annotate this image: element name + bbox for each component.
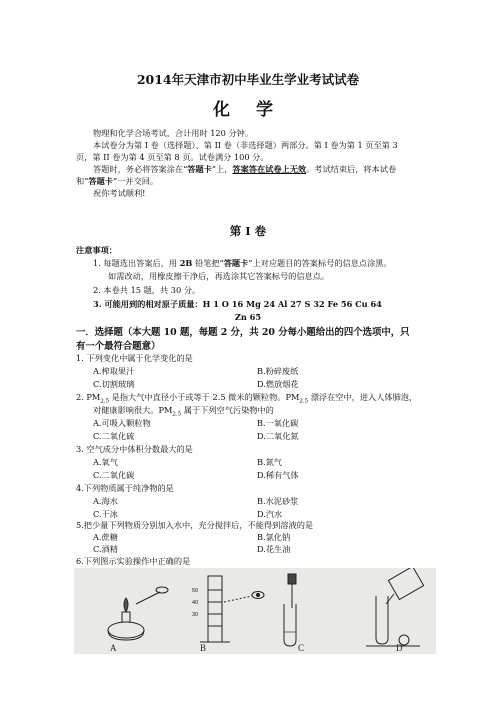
figure-d-pouring-liquid <box>366 568 424 646</box>
q3-option-a: A.氧气 <box>93 457 118 467</box>
q3-option-b: B.氮气 <box>257 457 282 467</box>
pm-subscript: 2.5 <box>100 398 110 405</box>
notice-1-line-2: 如需改动，用橡皮擦干净后，再选涂其它答案标号的信息点。 <box>108 271 330 281</box>
q1-stem: 1. 下列变化中属于化学变化的是 <box>76 353 193 363</box>
figure-label-c: C <box>298 643 305 653</box>
intro-line-6: 祝你考试顺利! <box>93 188 146 198</box>
q1-option-c: C.切割玻璃 <box>93 379 135 389</box>
q4-option-b: B.水泥砂浆 <box>257 496 299 506</box>
intro-text: 答题时，务必将答案涂在“ <box>93 164 188 174</box>
pencil-type: 2B <box>179 258 193 268</box>
answer-card-term: 答题卡 <box>187 164 212 174</box>
cylinder-tick-30: 30 <box>192 612 199 618</box>
figure-a-alcohol-lamp <box>108 587 168 640</box>
figure-c-dropper-test-tube <box>284 574 296 646</box>
intro-text: ”上， <box>211 164 233 174</box>
intro-line-4 <box>93 163 396 175</box>
q2-option-d: D.二氧化氮 <box>257 431 299 441</box>
intro-line-5 <box>76 175 158 187</box>
q5-option-d: D.花生油 <box>257 544 291 554</box>
q1-option-d: D.燃放烟花 <box>257 379 299 389</box>
q2-text: 漂浮在空中，进入人体肺泡， <box>308 392 418 402</box>
notice-1 <box>93 257 392 269</box>
q5-stem: 5.把少量下列物质分别加入水中，充分搅拌后，不能得到溶液的是 <box>76 520 314 530</box>
q3-option-d: D.稀有气体 <box>257 470 299 480</box>
figure-b-graduated-cylinder <box>200 576 264 642</box>
q1-option-b: B.粉碎废纸 <box>257 366 299 376</box>
pm-subscript: 2.5 <box>172 411 182 418</box>
notice-text: ”上对应题目的答案标号的信息点涂黑。 <box>248 258 392 268</box>
q5-option-a: A.蔗糖 <box>93 532 118 542</box>
intro-text: ”一并交回。 <box>112 176 159 186</box>
q4-option-d: D.汽水 <box>257 509 283 519</box>
notice-text: 1. 每题选出答案后，用 <box>93 258 180 268</box>
q4-stem: 4.下列物质属于纯净物的是 <box>76 483 174 493</box>
q3-option-c: C.二氧化碳 <box>93 470 135 480</box>
notice-title: 注意事项： <box>76 245 117 255</box>
notice-2: 2. 本卷共 15 题，共 30 分。 <box>93 285 201 295</box>
intro-line-1: 物理和化学合场考试，合计用时 120 分钟。 <box>93 128 254 138</box>
q2-option-a: A.可吸入颗粒物 <box>93 418 151 428</box>
intro-line-2: 本试卷分为第 I 卷（选择题）、第 II 卷（非选择题）两部分。第 I 卷为第 1 页至第 3 <box>93 140 398 150</box>
intro-text: 。考试结束后，将本试卷 <box>306 164 397 174</box>
subject-title: 化 学 <box>213 100 283 120</box>
lab-operations-illustration <box>74 568 436 654</box>
q2-option-c: C.二氧化硫 <box>93 431 135 441</box>
invalid-answer-warning: 答案答在试卷上无效 <box>232 164 307 174</box>
intro-line-3: 页，第 II 卷为第 4 页至第 8 页。试卷满分 100 分。 <box>76 152 269 162</box>
q5-option-b: B.氯化钠 <box>257 532 291 542</box>
figure-label-d: D <box>396 643 403 653</box>
figure-label-a: A <box>110 643 117 653</box>
section-1-heading-line-2: 有一个最符合题意） <box>76 341 161 352</box>
q4-option-c: C.干冰 <box>93 509 118 519</box>
q2-text: 属于下列空气污染物中的 <box>181 405 274 415</box>
q1-option-a: A.榨取果汁 <box>93 366 135 376</box>
notice-text: 铅笔把“ <box>192 258 224 268</box>
notice-3-line-2: Zn 65 <box>234 312 262 322</box>
pm-subscript: 2.5 <box>299 398 309 405</box>
part-1-heading: 第 I 卷 <box>229 224 267 238</box>
figure-label-b: B <box>200 643 207 653</box>
intro-text: 和“ <box>76 176 89 186</box>
q6-figure <box>74 568 436 654</box>
cylinder-tick-50: 50 <box>192 588 199 594</box>
cylinder-tick-40: 40 <box>192 600 199 606</box>
q5-option-c: C.酒精 <box>93 544 118 554</box>
q2-text: 2. PM <box>76 392 101 402</box>
q2-option-b: B.一氧化碳 <box>257 418 299 428</box>
answer-card-term: 答题卡 <box>88 176 113 186</box>
q3-stem: 3. 空气成分中体积分数最大的是 <box>76 444 193 454</box>
q6-stem: 6.下列图示实验操作中正确的是 <box>76 556 191 566</box>
section-1-heading: 一．选择题（本大题 10 题，每题 2 分，共 20 分每小题给出的四个选项中，只 <box>76 327 410 338</box>
q4-option-a: A.海水 <box>93 496 118 506</box>
exam-title: 2014年天津市初中毕业生学业考试试卷 <box>136 72 360 87</box>
notice-3: 3. 可能用到的相对原子质量：H 1 O 16 Mg 24 Al 27 S 32 Fe 56 Cu 64 <box>93 299 382 309</box>
q2-text: 对健康影响很大。PM <box>93 405 173 415</box>
q2-text: 是指大气中直径小于或等于 2.5 微米的颗粒物。PM <box>109 392 300 402</box>
answer-card-term: 答题卡 <box>223 258 249 268</box>
